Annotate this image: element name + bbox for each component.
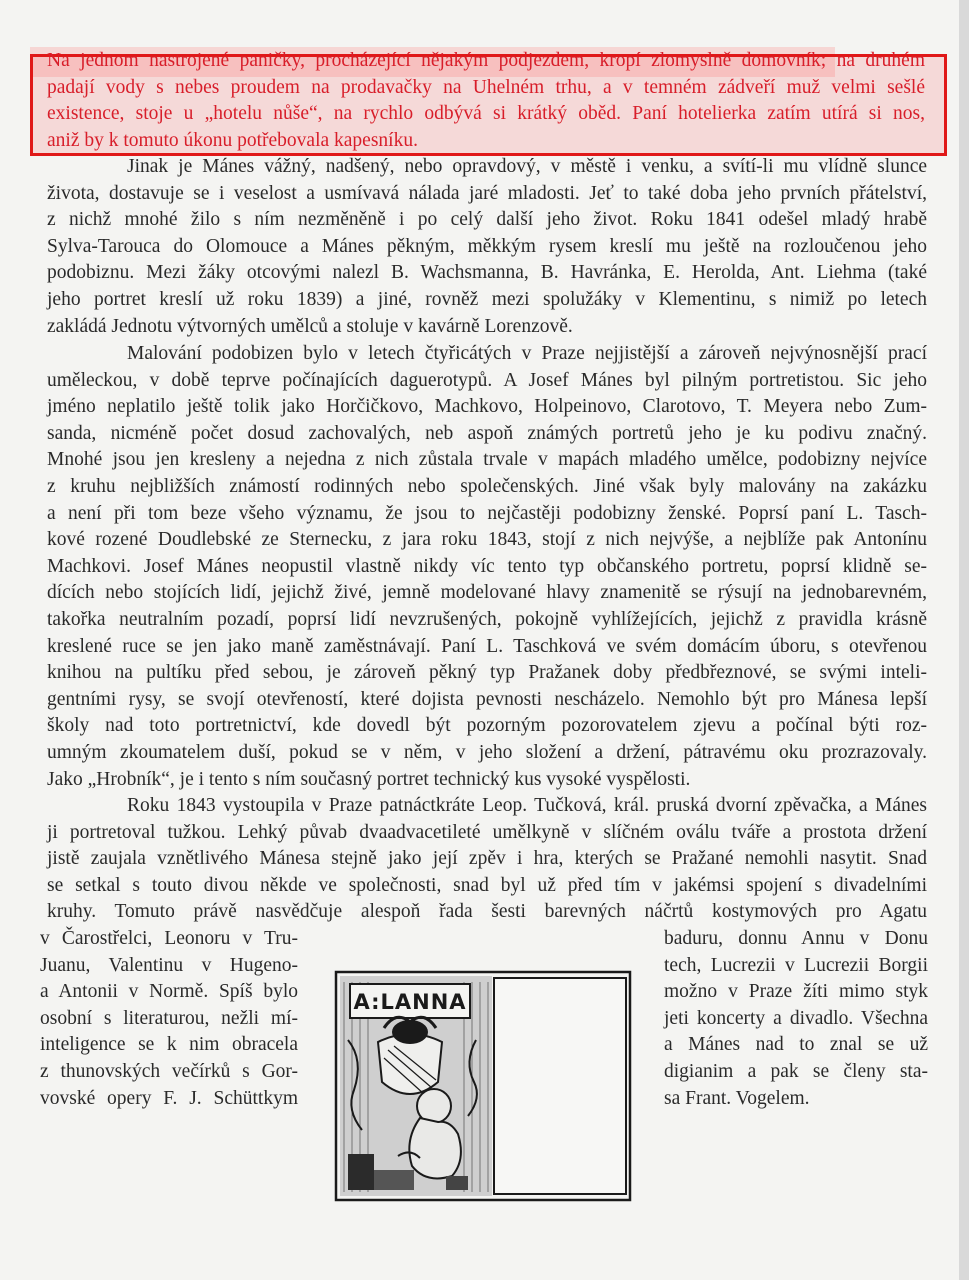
text-line: umným zkoumatelem duší, pokud se v něm, v jeho složení a držení, pátravému oku prozrazovaly. [47,741,927,763]
text-line: kruhy. Tomuto právě nasvědčuje alespoň řada šesti barevných náčrtů kostymových pro Agatu [47,901,927,923]
text-line: Jinak je Mánes vážný, nadšený, nebo opravdový, v městě i venku, a svítí-li mu vlídně slunce [127,156,927,177]
text-line: podobiznu. Mezi žáky otcovými nalezl B. Wachsmanna, B. Havránka, E. Herolda, Ant. Liehma (také [47,262,927,284]
text-line: baduru, donnu Annu v Donu [664,928,928,949]
text-line: Mnohé jsou jen kresleny a nejedna z nich zůstala trvale v mapách mladého umělce, podobizny nejvíce [47,449,927,471]
text-line: života, dostavuje se i veselost a usmívavá nálada jaré mladosti. Jeť to také doba jeho prvních přátelství, [47,182,927,204]
text-line: se setkal s touto divou někde ve společnosti, snad byl už před tím v jakémsi spojení s divadelními [47,874,927,896]
text-line: existence, stoje u „hotelu nůše“, na rychlo odbývá si krátký oběd. Paní hotelierka zatím utírá si nos, [47,103,925,125]
bookplate-inscription: A:LANNA [353,990,467,1014]
text-line: padají vody s nebes proudem na prodavačky na Uhelném trhu, a v temném zádveří muž velmi sešlé [47,76,925,98]
text-line: knihou na pultíku před sebou, je zároveň pěkný typ Pražanek doby předbřeznové, se svými inteli- [47,662,927,684]
text-line: Juanu, Valentinu v Hugeno- [40,954,298,976]
text-line: možno v Praze žíti mimo styk [664,981,928,1003]
text-line: kové rozené Doudlebské ze Sternecku, z jara roku 1843, stojí z nich nejvýše, a nejblíže pak Antonínu [47,529,927,551]
bookplate-cherub-coat-of-arms-icon [334,970,632,1202]
paragraph [47,793,927,926]
text-line: Na jednom nastrojené paničky, procházející nějakým podjezdem, kropí zlomyslně domovník; na druhém [47,50,925,71]
text-line: z kruhu nejbližších známostí rodinných nebo společenských. Jiné však byly malovány na zakázku [47,475,927,497]
text-line: tech, Lucrezii v Lucrezii Borgii [664,954,928,976]
text-line: inteligence se k nim obracela [40,1034,298,1056]
text-line: zakládá Jednotu výtvorných umělců a stoluje v kavárně Lorenzově. [47,315,573,337]
text-line: a Mánes nad to znal se už [664,1034,928,1056]
text-line: Jako „Hrobník“, je i tento s ním současný portret technický kus vysoké vyspělosti. [47,768,691,790]
text-line: osobní s literaturou, nežli mí- [40,1007,298,1029]
paragraph [47,154,927,340]
text-line: sa Frant. Vogelem. [664,1087,810,1109]
text-line: v Čarostřelci, Leonoru v Tru- [40,928,298,949]
bookplate-illustration [334,970,632,1202]
text-line: takořka neutralním pozadí, poprsí lidí nevzrušených, pokojně vyhlížejících, jejichž z pravidla krásně [47,608,927,630]
text-line: z nichž mnohé žilo s ním nezměněně i po celý další jeho život. Roku 1841 odešel mladý hrabě [47,209,927,231]
text-line: gentními rysy, se svojí otevřeností, které dojista pevnosti nescházelo. Nemohlo být pro Mánesa lepší [47,688,927,710]
text-line: Machkovi. Josef Mánes neopustil vlastně nikdy víc tento typ občanského portretu, poprsí klidně se- [47,555,927,577]
text-line: jméno neplatilo ještě tolik jako Horčičkovo, Machkovo, Holpeinovo, Clarotovo, T. Meyera nebo Zum- [47,396,927,418]
text-line: Sylva-Tarouca do Olomouce a Mánes pěkným, měkkým rysem kreslí mu ještě na rozloučenou jeho [47,235,927,257]
text-line: Malování podobizen bylo v letech čtyřicátých v Praze nejjistější a zároveň nejvýnosnější prací [127,343,927,364]
text-line: jistě zaujala vznětlivého Mánesa stejně jako její zpěv i hra, kterých se Pražané nemohli nasytit. Snad [47,848,927,870]
text-line: vovské opery F. J. Schüttkym [40,1087,298,1109]
text-line: sanda, nicméně počet dosud zachovalých, neb aspoň známých portretů jeho je ku podivu značný. [47,422,927,444]
text-line: ji portretoval tužkou. Lehký půvab dvaadvacetileté umělkyně v slíčném oválu tváře a prostota držení [47,821,927,843]
left-text-column [40,926,298,1112]
text-line: jeho portret kreslí už roku 1839) a jiné, rovněž mezi spolužáky v Klementinu, s nimiž po letech [47,288,927,310]
text-line: digianim a pak se členy sta- [664,1060,928,1082]
text-line: dících nebo stojících lidí, jejichž živé, jemně modelované hlavy znamenitě se rýsují na jednobarevném, [47,582,927,604]
text-line: z thunovských večírků s Gor- [40,1060,298,1082]
text-line: a není při tom beze všeho významu, že jsou to nejčastěji podobizny ženské. Poprsí paní L. Tasch- [47,502,927,524]
text-line: kreslené ruce se jen jako maně zaměstnávají. Paní L. Taschková ve svém domácím úboru, s otevřenou [47,635,927,657]
text-line: Roku 1843 vystoupila v Praze patnáctkráte Leop. Tučková, král. pruská dvorní zpěvačka, a Mánes [127,795,927,816]
text-line: uměleckou, v době teprve počínajících daguerotypů. A Josef Mánes byl pilným portretistou. Sic jeho [47,369,927,391]
highlighted-paragraph [47,48,925,154]
text-line: aniž by k tomuto úkonu potřebovala kapesníku. [47,129,418,151]
right-text-column [664,926,928,1112]
text-line: a Antonii v Normě. Spíš bylo [40,981,298,1003]
paragraph [47,341,927,793]
text-line: jeti koncerty a divadlo. Všechna [664,1007,928,1029]
text-line: školy nad toto portretnictví, kde dovedl být pozorným pozorovatelem zjevu a počínal býti roz- [47,715,927,737]
page-edge-shadow [959,0,969,1280]
